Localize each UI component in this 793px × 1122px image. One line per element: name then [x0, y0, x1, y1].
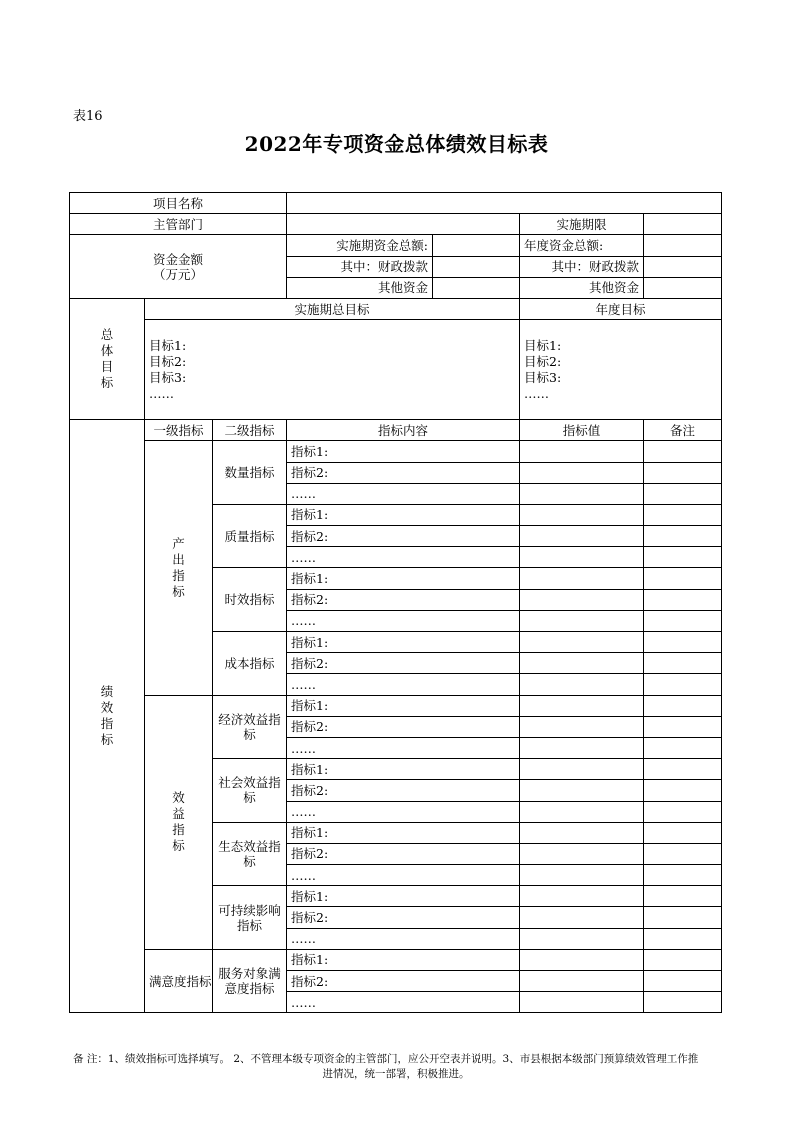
level1-cell	[145, 695, 213, 949]
indicator-note-cell[interactable]	[644, 822, 722, 843]
indicator-content-cell[interactable]	[287, 780, 520, 801]
indicator-value-cell[interactable]	[520, 886, 644, 907]
goals-content-row	[70, 320, 722, 420]
period-goal-item: 目标3:	[149, 369, 187, 385]
dept-row	[70, 214, 722, 235]
fund-label	[70, 235, 287, 299]
annual-total-label: 年度资金总额:	[520, 235, 644, 256]
level1-header: 一级指标	[145, 420, 213, 441]
indicator-note-cell[interactable]	[644, 865, 722, 886]
indicator-label: 指标2:	[291, 655, 329, 671]
indicator-label: ……	[291, 676, 316, 692]
indicator-value-cell[interactable]	[520, 737, 644, 758]
indicator-value-cell[interactable]	[520, 674, 644, 695]
indicator-value-cell[interactable]	[520, 928, 644, 949]
indicator-row	[70, 949, 722, 970]
level2-cell: 服务对象满意度指标	[213, 949, 287, 1013]
indicator-note-cell[interactable]	[644, 737, 722, 758]
total-period-value[interactable]	[433, 235, 520, 256]
other-value-annual[interactable]	[644, 277, 722, 298]
level1-cell: 满意度指标	[145, 949, 213, 1013]
indicator-content-cell[interactable]	[287, 526, 520, 547]
indicator-content-cell[interactable]	[287, 865, 520, 886]
indicator-label: ……	[291, 994, 316, 1010]
indicator-content-cell[interactable]	[287, 483, 520, 504]
goals-header-row	[70, 298, 722, 319]
indicator-note-cell[interactable]	[644, 907, 722, 928]
indicator-value-cell[interactable]	[520, 780, 644, 801]
indicator-value-cell[interactable]	[520, 441, 644, 462]
perf-indicator-label	[70, 420, 145, 1013]
indicator-content-cell[interactable]	[287, 928, 520, 949]
level2-cell: 社会效益指标	[213, 759, 287, 823]
indicator-label: 指标1:	[291, 761, 329, 777]
overall-goal-label	[70, 298, 145, 419]
indicator-content-cell[interactable]	[287, 632, 520, 653]
indicator-note-cell[interactable]	[644, 526, 722, 547]
project-name-label: 项目名称	[70, 193, 287, 214]
indicator-value-cell[interactable]	[520, 483, 644, 504]
indicator-content-cell[interactable]	[287, 971, 520, 992]
indicator-value-cell[interactable]	[520, 462, 644, 483]
indicator-value-cell[interactable]	[520, 865, 644, 886]
indicator-value-cell[interactable]	[520, 568, 644, 589]
indicator-label: 指标1:	[291, 888, 329, 904]
indicator-label: 指标1:	[291, 634, 329, 650]
level2-cell: 可持续影响指标	[213, 886, 287, 950]
project-name-row	[70, 193, 722, 214]
indicator-label: 指标2:	[291, 465, 329, 481]
indicator-content-cell[interactable]	[287, 992, 520, 1013]
indicator-content-cell[interactable]	[287, 949, 520, 970]
indicator-note-cell[interactable]	[644, 568, 722, 589]
indicator-note-cell[interactable]	[644, 589, 722, 610]
indicator-label: 指标2:	[291, 973, 329, 989]
indicator-content-cell[interactable]	[287, 759, 520, 780]
note-header: 备注	[644, 420, 722, 441]
footnote-line1: 备 注：1、绩效指标可选择填写。 2、不管理本级专项资金的主管部门，应公开空表并说明。3、市县根据本级部门预算绩效管理工作推	[73, 1053, 699, 1065]
indicator-label: 指标1:	[291, 952, 329, 968]
indicator-note-cell[interactable]	[644, 483, 722, 504]
level2-header: 二级指标	[213, 420, 287, 441]
indicator-content-cell[interactable]	[287, 822, 520, 843]
value-header: 指标值	[520, 420, 644, 441]
level2-cell: 成本指标	[213, 632, 287, 696]
other-value[interactable]	[433, 277, 520, 298]
period-goal-header: 实施期总目标	[145, 298, 520, 319]
indicator-value-cell[interactable]	[520, 653, 644, 674]
indicator-label: 指标1:	[291, 825, 329, 841]
indicator-label: ……	[291, 804, 316, 820]
document-title: 2022年专项资金总体绩效目标表	[244, 132, 549, 156]
indicator-content-cell[interactable]	[287, 674, 520, 695]
level2-cell: 数量指标	[213, 441, 287, 505]
level2-cell: 经济效益指标	[213, 695, 287, 759]
level2-cell: 时效指标	[213, 568, 287, 632]
indicator-note-cell[interactable]	[644, 632, 722, 653]
other-label-annual: 其他资金	[520, 277, 644, 298]
indicator-value-cell[interactable]	[520, 759, 644, 780]
indicator-content-cell[interactable]	[287, 568, 520, 589]
perf-header-row	[70, 420, 722, 441]
annual-goal-content[interactable]	[520, 320, 722, 420]
indicator-content-cell[interactable]	[287, 907, 520, 928]
annual-total-value[interactable]	[644, 235, 722, 256]
indicator-note-cell[interactable]	[644, 801, 722, 822]
indicator-content-cell[interactable]	[287, 716, 520, 737]
indicator-label: 指标1:	[291, 443, 329, 459]
indicator-label: ……	[291, 740, 316, 756]
level1-text: 产出指标	[172, 535, 185, 599]
indicator-note-cell[interactable]	[644, 547, 722, 568]
period-goal-content[interactable]	[145, 320, 520, 420]
indicator-content-cell[interactable]	[287, 441, 520, 462]
indicator-content-cell[interactable]	[287, 653, 520, 674]
indicator-value-cell[interactable]	[520, 632, 644, 653]
fiscal-label: 其中：财政拨款	[287, 256, 433, 277]
dept-value[interactable]	[287, 214, 520, 235]
performance-goal-table	[69, 192, 722, 1013]
fund-row-total	[70, 235, 722, 256]
footnote-line2: 进情况，统一部署，积极推进。	[322, 1068, 470, 1080]
level1-cell	[145, 441, 213, 695]
fund-label-line1: 资金金额	[152, 251, 203, 267]
indicator-content-cell[interactable]	[287, 695, 520, 716]
indicator-label: 指标2:	[291, 719, 329, 735]
level1-text: 效益指标	[172, 790, 185, 854]
indicator-row	[70, 695, 722, 716]
content-header: 指标内容	[287, 420, 520, 441]
project-name-value[interactable]	[287, 193, 722, 214]
indicator-label: 指标2:	[291, 910, 329, 926]
annual-goal-item: 目标3:	[524, 369, 562, 385]
indicator-label: 指标1:	[291, 507, 329, 523]
footnote	[73, 1052, 719, 1082]
dept-label: 主管部门	[70, 214, 287, 235]
indicator-note-cell[interactable]	[644, 674, 722, 695]
fund-label-line2: （万元）	[152, 266, 203, 282]
indicator-content-cell[interactable]	[287, 589, 520, 610]
indicator-note-cell[interactable]	[644, 716, 722, 737]
annual-goal-item: ……	[524, 385, 549, 401]
indicator-value-cell[interactable]	[520, 589, 644, 610]
indicator-note-cell[interactable]	[644, 504, 722, 525]
overall-goal-text: 总体目标	[100, 327, 114, 391]
indicator-content-cell[interactable]	[287, 843, 520, 864]
total-period-label: 实施期资金总额:	[287, 235, 433, 256]
indicator-value-cell[interactable]	[520, 801, 644, 822]
perf-indicator-text: 绩效指标	[100, 684, 114, 748]
indicator-label: ……	[291, 549, 316, 565]
fiscal-label-annual: 其中：财政拨款	[520, 256, 644, 277]
indicator-value-cell[interactable]	[520, 610, 644, 631]
indicator-value-cell[interactable]	[520, 695, 644, 716]
indicator-value-cell[interactable]	[520, 822, 644, 843]
indicator-note-cell[interactable]	[644, 462, 722, 483]
indicator-value-cell[interactable]	[520, 716, 644, 737]
indicator-value-cell[interactable]	[520, 949, 644, 970]
indicator-content-cell[interactable]	[287, 801, 520, 822]
indicator-note-cell[interactable]	[644, 780, 722, 801]
indicator-note-cell[interactable]	[644, 843, 722, 864]
indicator-content-cell[interactable]	[287, 610, 520, 631]
indicator-label: 指标2:	[291, 782, 329, 798]
indicator-content-cell[interactable]	[287, 462, 520, 483]
indicator-note-cell[interactable]	[644, 886, 722, 907]
indicator-value-cell[interactable]	[520, 992, 644, 1013]
indicator-value-cell[interactable]	[520, 547, 644, 568]
indicator-value-cell[interactable]	[520, 907, 644, 928]
annual-goal-header: 年度目标	[520, 298, 722, 319]
indicator-note-cell[interactable]	[644, 949, 722, 970]
period-goal-item: 目标2:	[149, 353, 187, 369]
indicator-label: 指标1:	[291, 698, 329, 714]
indicator-label: 指标1:	[291, 571, 329, 587]
indicator-label: 指标2:	[291, 528, 329, 544]
period-label: 实施期限	[520, 214, 644, 235]
indicator-note-cell[interactable]	[644, 928, 722, 949]
level2-cell: 质量指标	[213, 504, 287, 568]
indicator-note-cell[interactable]	[644, 695, 722, 716]
indicator-label: 指标2:	[291, 846, 329, 862]
indicator-note-cell[interactable]	[644, 653, 722, 674]
period-value[interactable]	[644, 214, 722, 235]
indicator-value-cell[interactable]	[520, 526, 644, 547]
indicator-row	[70, 441, 722, 462]
indicator-label: ……	[291, 486, 316, 502]
indicator-value-cell[interactable]	[520, 504, 644, 525]
indicator-note-cell[interactable]	[644, 992, 722, 1013]
fiscal-value-annual[interactable]	[644, 256, 722, 277]
period-goal-list	[149, 338, 515, 402]
indicator-content-cell[interactable]	[287, 547, 520, 568]
indicator-label: ……	[291, 931, 316, 947]
indicator-label: 指标2:	[291, 592, 329, 608]
indicator-note-cell[interactable]	[644, 759, 722, 780]
period-goal-item: ……	[149, 385, 174, 401]
indicator-value-cell[interactable]	[520, 843, 644, 864]
period-goal-item: 目标1:	[149, 337, 187, 353]
indicator-content-cell[interactable]	[287, 504, 520, 525]
indicator-note-cell[interactable]	[644, 441, 722, 462]
level2-cell: 生态效益指标	[213, 822, 287, 886]
indicator-note-cell[interactable]	[644, 971, 722, 992]
indicator-content-cell[interactable]	[287, 886, 520, 907]
indicator-label: ……	[291, 613, 316, 629]
annual-goal-item: 目标2:	[524, 353, 562, 369]
indicator-note-cell[interactable]	[644, 610, 722, 631]
indicator-content-cell[interactable]	[287, 737, 520, 758]
fiscal-value[interactable]	[433, 256, 520, 277]
indicator-value-cell[interactable]	[520, 971, 644, 992]
annual-goal-list	[524, 338, 717, 402]
table-number: 表16	[73, 109, 103, 124]
indicator-label: ……	[291, 867, 316, 883]
annual-goal-item: 目标1:	[524, 337, 562, 353]
other-label: 其他资金	[287, 277, 433, 298]
